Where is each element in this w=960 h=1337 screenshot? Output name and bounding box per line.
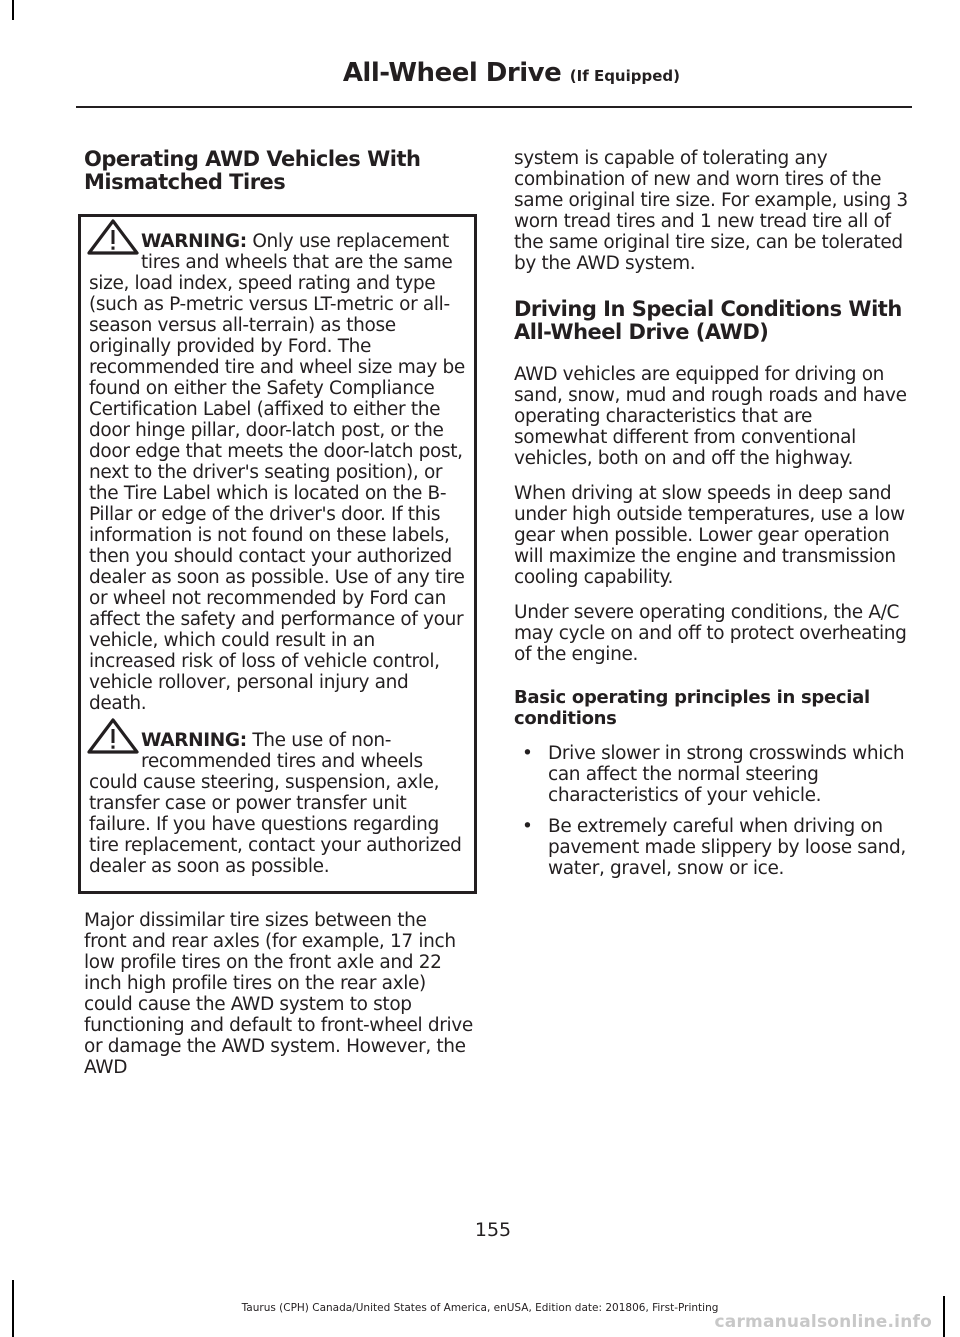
warning-item [89,730,466,877]
body-paragraph: When driving at slow speeds in deep sand under high outside temperatures, use a low gear when possible. Lower gear operation will maximize the engine and transmission cooling capability. [514,483,905,588]
body-paragraph: AWD vehicles are equipped for driving on sand, snow, mud and rough roads and have operating characteristics that are somewhat different from conventional vehicles, both on and off the highway. [514,364,907,469]
footer-edition: Taurus (CPH) Canada/United States of America, enUSA, Edition date: 201806, First-Printing [241,1302,719,1314]
warning-label: WARNING: [141,231,247,252]
warning-box [78,214,477,894]
left-column [84,148,474,1092]
warning-triangle-icon [85,219,141,255]
section-heading: Operating AWD Vehicles With Mismatched Tires [84,147,421,194]
right-column [514,148,908,889]
list-item-text: Drive slower in strong crosswinds which can affect the normal steering characteristics of your vehicle. [548,743,905,806]
warning-text: Only use replacement tires and wheels that are the same size, load index, speed rating and type (such as P-metric versus LT-metric or all-season versus all-terrain) as those originally provided by Ford. The recommended tire and wheel size may be found on either the Safety Compliance Certification Label (affixed to either the door hinge pillar, door-latch post, or the door edge that meets the door-latch post, next to the driver's seating position), or the Tire Label which is located on the B-Pillar or edge of the driver's door. If this information is not found on these labels, then you should contact your authorized dealer as soon as possible. Use of any tire or wheel not recommended by Ford can affect the safety and performance of your vehicle, which could result in an increased risk of loss of vehicle control, vehicle rollover, personal injury and death. [89,231,465,714]
warning-label: WARNING: [141,730,247,751]
list-item [514,816,908,879]
bullet-glyph: • [522,816,533,837]
subheading: Basic operating principles in special conditions [514,687,870,729]
watermark: carmanualsonline.info [714,1312,932,1332]
section-heading: Driving In Special Conditions With All-Wheel Drive (AWD) [514,297,902,344]
header-subtitle: (If Equipped) [569,67,680,85]
crop-mark [12,0,14,20]
body-paragraph: Major dissimilar tire sizes between the front and rear axles (for example, 17 inch low profile tires on the front axle and 22 inch high profile tires on the rear axle) could cause the AWD system to stop functioning and default to front-wheel drive or damage the AWD system. However, the AWD [84,910,473,1078]
list-item [514,743,908,806]
warning-text: The use of non-recommended tires and wheels could cause steering, suspension, axle, transfer case or power transfer unit failure. If you have questions regarding tire replacement, contact your authorized dealer as soon as possible. [89,730,462,877]
body-paragraph: Under severe operating conditions, the A/C may cycle on and off to protect overheating of the engine. [514,602,907,665]
bullet-list [514,743,908,879]
page-number: 155 [474,1219,512,1241]
header-rule [76,106,912,108]
page-header [343,58,680,88]
warning-item [89,231,466,714]
bullet-glyph: • [522,743,533,764]
header-title: All-Wheel Drive [342,58,562,88]
warning-triangle-icon [85,718,141,754]
list-item-text: Be extremely careful when driving on pavement made slippery by loose sand, water, gravel, snow or ice. [548,816,906,879]
body-paragraph: system is capable of tolerating any combination of new and worn tires of the same original tire size. For example, using 3 worn tread tires and 1 new tread tire all of the same original tire size, can be tolerated by the AWD system. [514,148,908,274]
